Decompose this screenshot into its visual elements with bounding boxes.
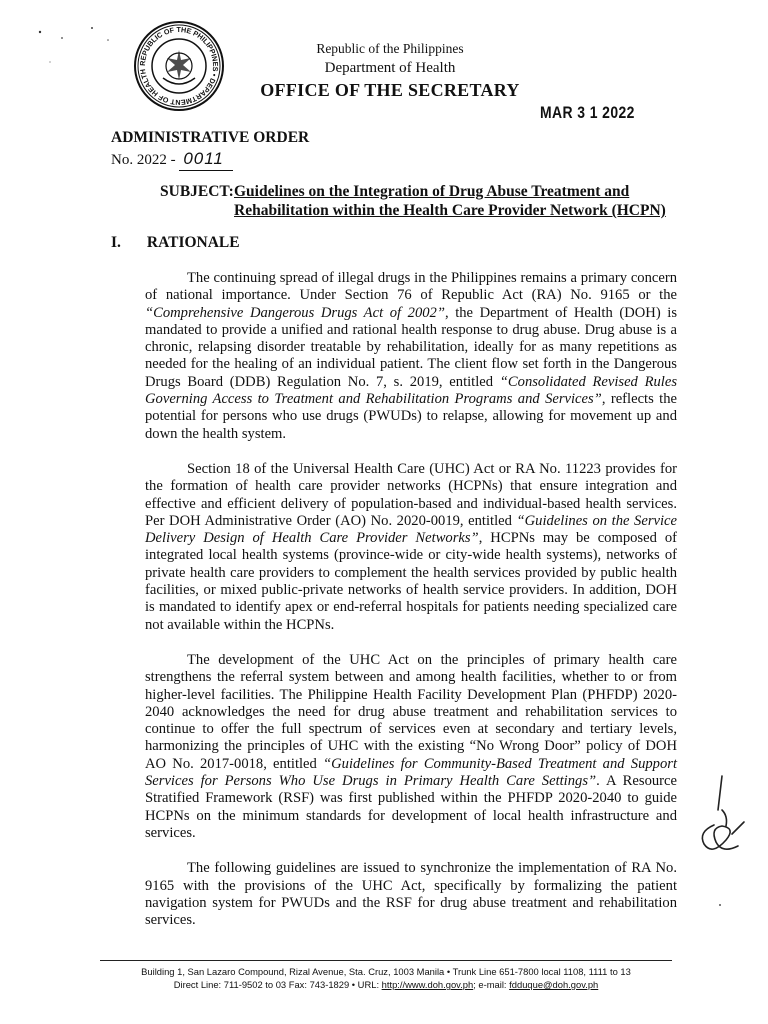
section-heading: [111, 234, 240, 252]
footer-email-link[interactable]: fdduque@doh.gov.ph: [509, 979, 599, 990]
doh-seal: [133, 20, 225, 112]
letterhead-republic: Republic of the Philippines: [316, 41, 464, 56]
footer-rule: [100, 960, 672, 961]
footer-contact: [100, 978, 672, 991]
paragraph-2-citation: “Guidelines on the Service Delivery Design of Health Care Provider Networks”: [145, 512, 677, 547]
paragraph-3: [145, 652, 677, 842]
paragraph-2: [145, 461, 677, 634]
order-number-handwritten: 0011: [179, 148, 233, 171]
paragraph-3-text-a: The development of the UHC Act on the principles of primary health care strengthens the referral system between and among health facilities, whether to or from higher-level facilities. The Philippine Health Facility Development Plan (PHFDP) 2020-2040 acknowledges the need for drug abuse treatment and rehabilitation services to continue to offer the full spectrum of services even at secondary and tertiary levels, harmonizing the principles of UHC with the existing “No Wrong Door” policy of DOH AO No. 2017-0018, entitled: [145, 651, 677, 772]
footer-address: Building 1, San Lazaro Compound, Rizal Avenue, Sta. Cruz, 1003 Manila • Trunk Line 651-7800 local 1108, 1111 to 13: [141, 966, 631, 977]
subject-label: SUBJECT:: [160, 183, 234, 200]
footer-email-label: ; e-mail:: [473, 979, 510, 990]
letterhead-office: OFFICE OF THE SECRETARY: [260, 80, 520, 100]
footer: [100, 965, 672, 991]
seal-emblem-icon: [133, 20, 225, 112]
order-number: [111, 148, 309, 171]
paragraph-1-text-a: The continuing spread of illegal drugs in the Philippines remains a primary concern of national importance. Under Section 76 of Republic Act (RA) No. 9165 or the: [145, 270, 677, 304]
subject-text: Guidelines on the Integration of Drug Abuse Treatment and Rehabilitation within the Health Care Provider Network (HCPN): [234, 183, 666, 219]
paragraph-4: [145, 860, 677, 929]
order-type: ADMINISTRATIVE ORDER: [111, 129, 310, 146]
order-number-prefix: No. 2022 -: [111, 152, 176, 168]
letterhead: [240, 40, 540, 102]
paragraph-2-text-b: , HCPNs may be composed of integrated local health systems (province-wide or city-wide health systems), networks of private health care providers to complement the health services provided by public health facilities, or mixed public-private networks of health service providers. In addition, DOH is mandated to identify apex or end-referral hospitals for patients needing specialized care not available within the HCPNs.: [145, 530, 677, 633]
paragraph-2-text-a: Section 18 of the Universal Health Care (UHC) Act or RA No. 11223 provides for the formation of health care provider networks (HCPNs) that ensure integration and effective and efficient delivery of population-based and individual-based health services. Per DOH Administrative Order (AO) No. 2020-0019, entitled: [145, 460, 677, 529]
paragraph-1: [145, 270, 677, 443]
subject-block: [160, 182, 680, 220]
paragraph-1-text-b: , the Department of Health (DOH) is mandated to provide a unified and rational health response to drug abuse. Drug abuse is a chronic, relapsing disorder treatable by rehabilitation, ideally for as many repetitions as needed for the healing of an individual patient. The client flow set forth in the Dangerous Drugs Board (DDB) Regulation No. 7, s. 2019, entitled: [145, 304, 678, 390]
paragraph-3-citation: “Guidelines for Community-Based Treatment and Support Services for Persons Who Use Drugs in Primary Health Care Settings”: [145, 755, 677, 790]
paragraph-4-text: The following guidelines are issued to synchronize the implementation of RA No. 9165 with the provisions of the UHC Act, specifically by formalizing the patient navigation system for PWUDs and the RSF for drug abuse treatment and rehabilitation services.: [145, 860, 677, 929]
section-title: RATIONALE: [146, 234, 240, 251]
paragraph-1-text-c: , reflects the potential for persons who use drugs (PWUDs) to relapse, allowing for movement up and down the health system.: [145, 391, 678, 442]
footer-contact-lines: Direct Line: 711-9502 to 03 Fax: 743-1829 • URL:: [173, 979, 382, 990]
date-stamp: MAR 3 1 2022: [540, 103, 635, 122]
paragraph-1-citation-2: “Consolidated Revised Rules Governing Access to Treatment and Rehabilitation Programs and Services”: [145, 373, 677, 408]
order-block: [111, 128, 309, 171]
section-number: I.: [111, 234, 121, 251]
letterhead-department: Department of Health: [324, 60, 456, 76]
paragraph-3-text-b: . A Resource Stratified Framework (RSF) was first published within the PHFDP 2020-2040 to guide HCPNs on the minimum standards for development of local health infrastructure and services.: [145, 773, 677, 841]
rationale-body: [145, 270, 677, 947]
paragraph-1-citation-1: “Comprehensive Dangerous Drugs Act of 2002”: [145, 304, 445, 321]
signature-initial-icon: [692, 770, 752, 870]
footer-url-link[interactable]: http://www.doh.gov.ph: [381, 979, 474, 990]
svg-text:REPUBLIC OF THE PHILIPPINES •: REPUBLIC OF THE PHILIPPINES • DEPARTMENT OF HEALTH: [137, 24, 221, 108]
